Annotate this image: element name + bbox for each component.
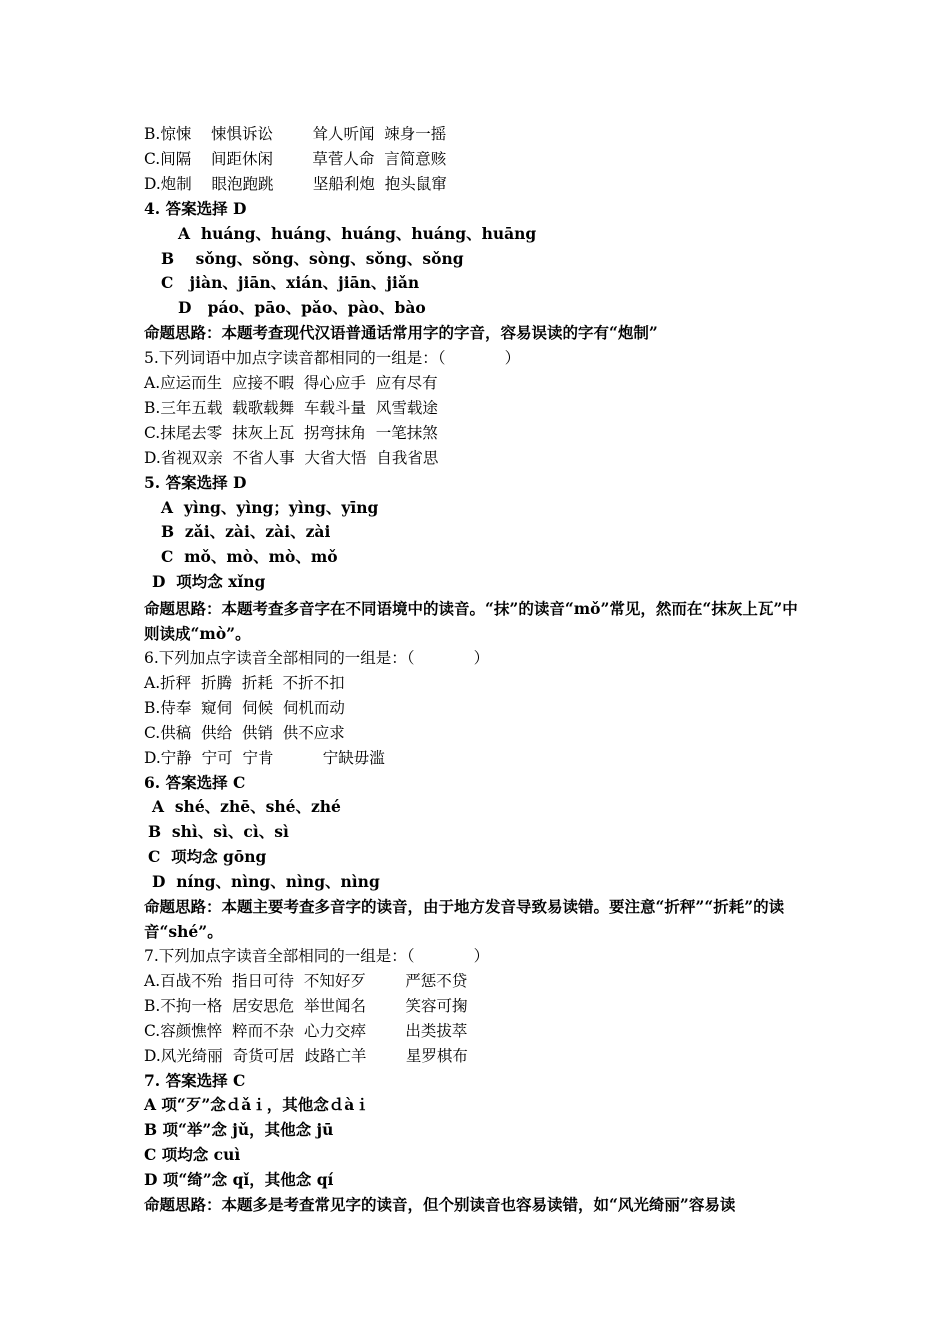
question-line: 7.下列加点字读音全部相同的一组是：（ ） [144,947,490,965]
answer-line: D 项“绮”念 qǐ，其他念 qí [144,1170,334,1190]
question-line: 6.下列加点字读音全部相同的一组是：（ ） [144,649,490,667]
answer-line: B 项“举”念 jǔ，其他念 jū [144,1120,334,1140]
answer-line: 4. 答案选择 D [144,198,247,218]
question-line: B.侍奉 窥伺 伺候 伺机而动 [144,698,345,717]
answer-line: C jiàn、jiān、xián、jiān、jiǎn [161,273,420,293]
answer-line: 6. 答案选择 C [144,772,246,792]
question-line: A.应运而生 应接不暇 得心应手 应有尽有 [144,374,438,392]
answer-line: A shé、zhē、shé、zhé [152,797,341,817]
answer-line: B sǒng、sǒng、sòng、sǒng、sǒng [161,248,464,268]
answer-line: C 项均念 gōng [148,847,267,867]
answer-line: A huáng、huáng、huáng、huáng、huāng [178,223,537,243]
question-line: C.抹尾去零 抹灰上瓦 拐弯抹角 一笔抹煞 [144,423,438,442]
answer-line: 5. 答案选择 D [144,472,247,492]
question-line: D.炮制 眼泡跑跳 坚船利炮 抱头鼠窜 [144,174,447,193]
question-line: A.折秤 折腾 折耗 不折不扣 [144,673,345,692]
question-line: D.省视双亲 不省人事 大省大悟 自我省思 [144,448,439,467]
question-line: 5.下列词语中加点字读音都相同的一组是：（ ） [144,349,521,368]
analysis-paragraph-6: 命题思路：本题主要考查多音字的读音，由于地方发音导致易读错。要注意“折秤”“折耗”的读音“shé”。 [144,897,785,941]
analysis-paragraph-5: 命题思路：本题考查多音字在不同语境中的读音。“抹”的读音“mǒ”常见，然而在“抹灰上瓦”中则读成“mò”。 [144,599,798,643]
question-line: D.风光绮丽 奇货可居 歧路亡羊 星罗棋布 [144,1046,468,1065]
analysis-paragraph-7: 命题思路：本题多是考查常见字的读音，但个别读音也容易读错，如“风光绮丽”容易读 [144,1195,736,1214]
question-line: C.间隔 间距休闲 草菅人命 言简意赅 [144,149,447,168]
answer-line: C mǒ、mò、mò、mǒ [161,547,338,567]
answer-line: C 项均念 cuì [144,1145,241,1165]
question-line: C.供稿 供给 供销 供不应求 [144,723,345,742]
answer-line: B shì、sì、cì、sì [148,822,289,842]
question-line: D.宁静 宁可 宁肯 宁缺毋滥 [144,748,385,767]
answer-line: D páo、pāo、pǎo、pào、bào [178,298,426,318]
answer-line: 7. 答案选择 C [144,1070,246,1090]
answer-line: A yìng、yìng；yìng、yīng [161,497,379,517]
answer-line: D 项均念 xǐng [152,572,266,592]
question-line: C.容颜憔悴 粹而不杂 心力交瘁 出类拔萃 [144,1021,468,1040]
answer-line: A 项“歹”念ｄǎｉ，其他念ｄàｉ [144,1095,370,1115]
answer-line: B zǎi、zài、zài、zài [161,522,331,542]
question-line: A.百战不殆 指日可待 不知好歹 严惩不贷 [144,971,468,990]
question-line: B.不拘一格 居安思危 举世闻名 笑容可掬 [144,996,468,1015]
question-line: B.三年五载 载歌载舞 车载斗量 风雪载途 [144,398,438,417]
question-line: B.惊悚 悚惧诉讼 耸人听闻 竦身一摇 [144,125,447,143]
answer-line: D níng、nìng、nìng、nìng [152,872,380,892]
answer-line: 命题思路：本题考查现代汉语普通话常用字的字音，容易误读的字有“炮制” [144,323,658,343]
